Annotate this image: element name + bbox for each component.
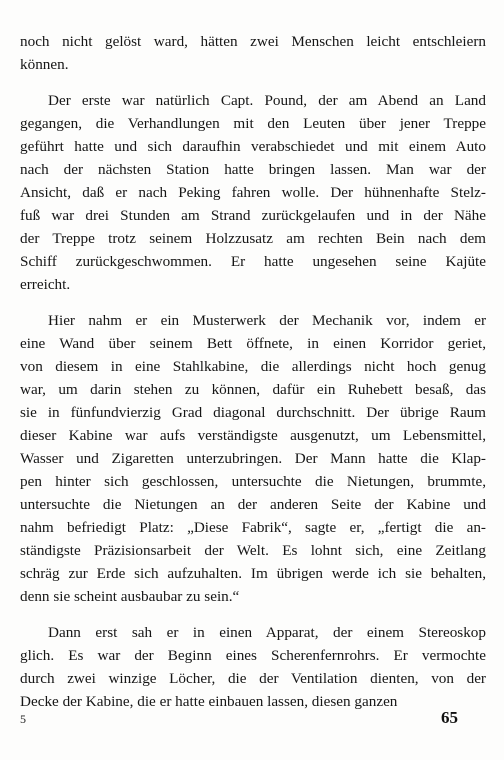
text-line: schräg zur Erde sich aufzuhalten. Im übrigen werde ich sie behalten, [20,565,486,582]
text-line: gegangen, die Verhandlungen mit den Leuten über jener Treppe [20,115,486,132]
text-line: Dann erst sah er in einen Apparat, der einem Stereoskop [48,624,486,641]
text-line: Schiff zurückgeschwommen. Er hatte ungesehen seine Kajüte [20,253,486,270]
text-line: von diesem in eine Stahlkabine, die allerdings nicht hoch genug [20,358,486,375]
text-line: können. [20,56,69,73]
text-line: Ansicht, daß er nach Peking fahren wolle. Der hühnenhafte Stelz- [20,184,486,201]
text-line: nach der nächsten Station hatte bringen lassen. Man war der [20,161,486,178]
text-line: erreicht. [20,276,71,293]
text-line: sie in fünfundvierzig Grad diagonal durchschnitt. Der übrige Raum [20,404,486,421]
text-line: ständigste Präzisionsarbeit der Welt. Es lohnt sich, eine Zeitlang [20,542,486,559]
text-line: der Treppe trotz seinem Holzzusatz am rechten Bein nach dem [20,230,486,247]
text-line: pen hinter sich geschlossen, untersuchte die Nietungen, brummte, [20,473,486,490]
text-line: durch zwei winzige Löcher, die der Ventilation dienten, von der [20,670,486,687]
text-line: untersuchte die Nietungen an der anderen Seite der Kabine und [20,496,486,513]
text-line: noch nicht gelöst ward, hätten zwei Menschen leicht entschleiern [20,33,486,50]
text-line: geführt hatte und sich daraufhin verabschiedet und mit einem Auto [20,138,486,155]
text-line: fuß war drei Stunden am Strand zurückgelaufen und in der Nähe [20,207,486,224]
text-line: nahm befriedigt Platz: „Diese Fabrik“, sagte er, „fertigt die an- [20,519,486,536]
text-line: Wasser und Zigaretten unterzubringen. Der Mann hatte die Klap- [20,450,486,467]
text-line: eine Wand über seinem Bett öffnete, in einen Korridor geriet, [20,335,486,352]
page-number: 65 [441,708,458,727]
body-text [20,0,486,726]
text-line: dieser Kabine war aufs verständigste ausgenutzt, um Lebensmittel, [20,427,486,444]
text-line: denn sie scheint ausbaubar zu sein.“ [20,588,240,605]
text-line: war, um darin stehen zu können, dafür ein Ruhebett besaß, das [20,381,486,398]
text-line: Decke der Kabine, die er hatte einbauen lassen, diesen ganzen [20,693,398,710]
text-line: glich. Es war der Beginn eines Scherenfernrohrs. Er vermochte [20,647,486,664]
text-line: Hier nahm er ein Musterwerk der Mechanik vor, indem er [48,312,486,329]
signature-mark: 5 [20,712,26,726]
text-line: Der erste war natürlich Capt. Pound, der am Abend an Land [48,92,486,109]
